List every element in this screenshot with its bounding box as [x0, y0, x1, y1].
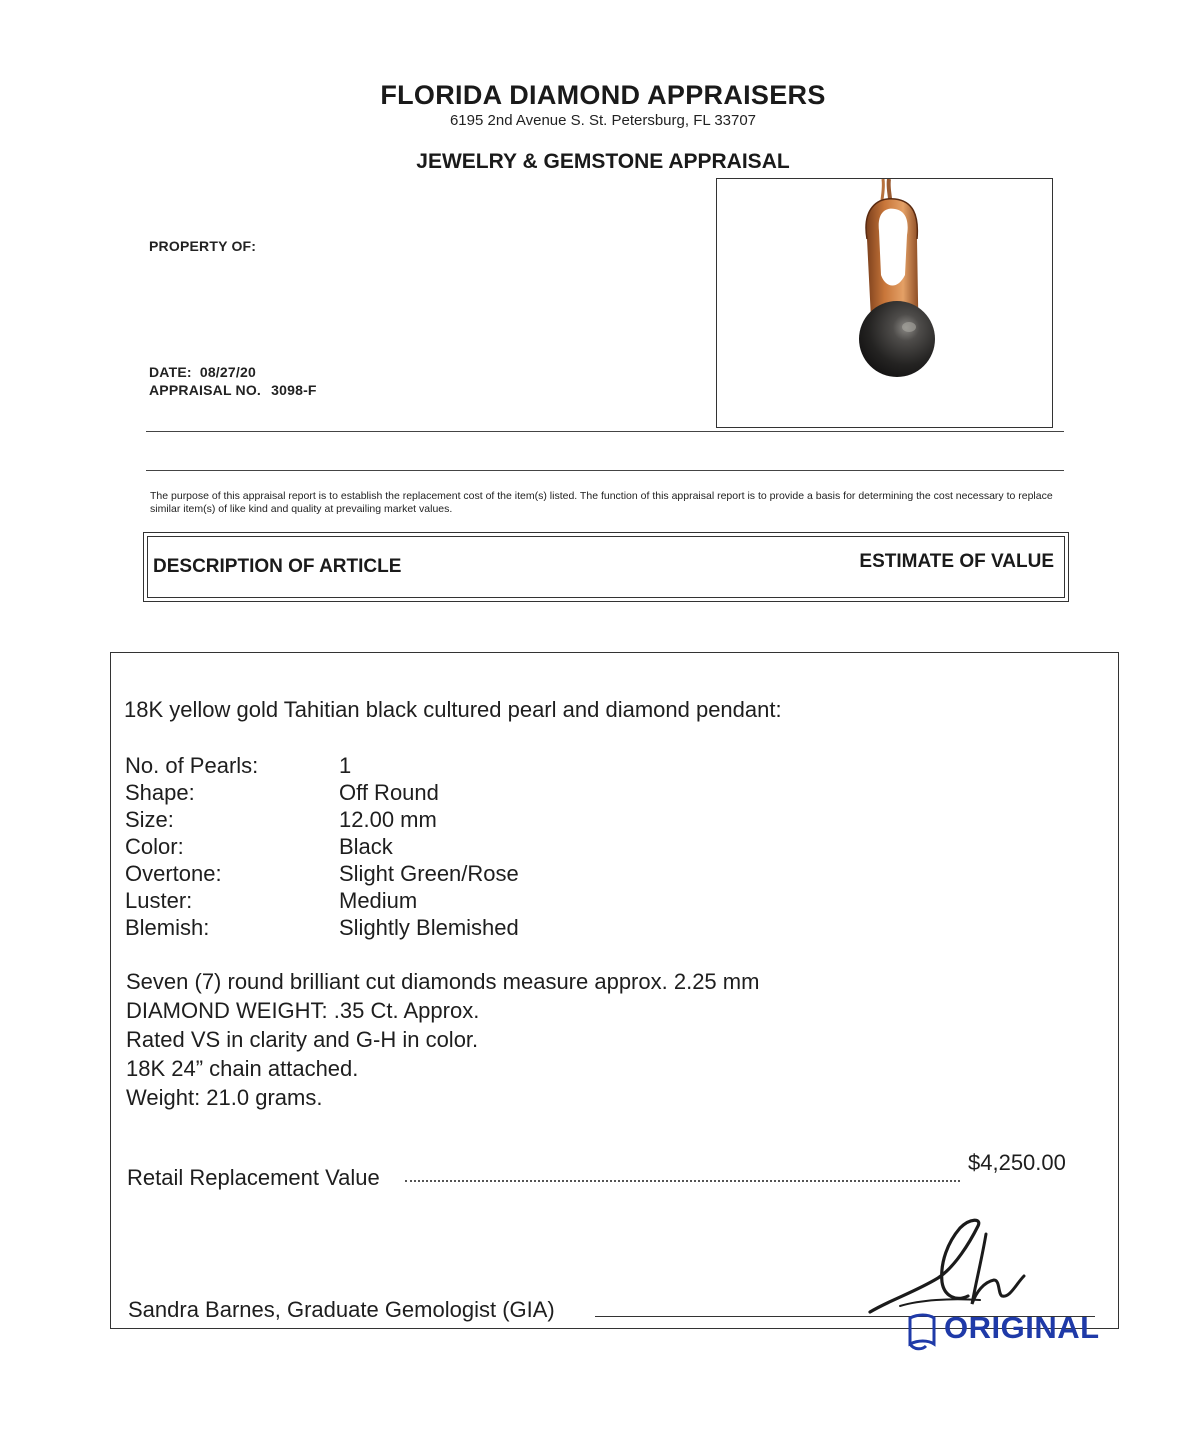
spec-value: 1 [339, 753, 352, 778]
original-stamp: ORIGINAL [944, 1310, 1100, 1345]
spec-value: Slight Green/Rose [339, 861, 519, 886]
spec-row [125, 888, 825, 916]
spec-value: Medium [339, 888, 418, 913]
pendant-image [717, 179, 1052, 427]
spec-row [125, 780, 825, 808]
value-leader-dots [405, 1166, 960, 1182]
detail-line: Weight: 21.0 grams. [126, 1085, 323, 1110]
spec-label: Blemish: [125, 915, 210, 940]
spec-row [125, 915, 825, 943]
article-heading: 18K yellow gold Tahitian black cultured pearl and diamond pendant: [124, 697, 782, 722]
detail-line: 18K 24” chain attached. [126, 1056, 359, 1081]
value-amount: $4,250.00 [968, 1150, 1066, 1175]
spec-label: Luster: [125, 888, 193, 913]
purpose-statement: The purpose of this appraisal report is to establish the replacement cost of the item(s) listed. The function of this appraisal report is to provide a basis for determining the cost necessary to replace similar item(s) of like kind and quality at prevailing market values. [150, 490, 1053, 515]
spec-row [125, 834, 825, 862]
spec-row [125, 807, 825, 835]
blank-line-1 [146, 431, 1064, 432]
estimate-header: ESTIMATE OF VALUE [859, 551, 1054, 572]
date-line [149, 364, 256, 380]
column-header-box [143, 532, 1069, 602]
date-value: 08/27/20 [199, 364, 256, 380]
spec-label: Shape: [125, 780, 195, 805]
stamp-scroll-icon [904, 1312, 940, 1352]
spec-label: Color: [125, 834, 184, 859]
spec-row [125, 861, 825, 889]
spec-value: Off Round [339, 780, 439, 805]
description-header: DESCRIPTION OF ARTICLE [153, 556, 402, 577]
company-name: FLORIDA DIAMOND APPRAISERS [380, 80, 826, 110]
spec-value: Slightly Blemished [339, 915, 519, 940]
value-label: Retail Replacement Value [127, 1165, 380, 1190]
spec-label: No. of Pearls: [125, 753, 259, 778]
appraiser-name: Sandra Barnes, Graduate Gemologist (GIA) [128, 1297, 555, 1322]
spec-label: Size: [125, 807, 174, 832]
spec-row [125, 753, 825, 781]
blank-line-2 [146, 470, 1064, 471]
spec-label: Overtone: [125, 861, 222, 886]
property-of-label: PROPERTY OF: [149, 238, 257, 254]
document-title: JEWELRY & GEMSTONE APPRAISAL [416, 150, 790, 173]
appraisal-number-line [149, 382, 317, 398]
detail-line: Seven (7) round brilliant cut diamonds measure approx. 2.25 mm [126, 969, 760, 994]
date-label: DATE: [149, 364, 192, 380]
spec-value: 12.00 mm [339, 807, 437, 832]
item-photo [716, 178, 1053, 428]
appraisal-value: 3098-F [271, 382, 317, 398]
company-address: 6195 2nd Avenue S. St. Petersburg, FL 33707 [449, 112, 757, 129]
spec-value: Black [339, 834, 393, 859]
detail-line: DIAMOND WEIGHT: .35 Ct. Approx. [126, 998, 480, 1023]
appraisal-label: APPRAISAL NO. [149, 382, 262, 398]
detail-line: Rated VS in clarity and G-H in color. [126, 1027, 479, 1052]
